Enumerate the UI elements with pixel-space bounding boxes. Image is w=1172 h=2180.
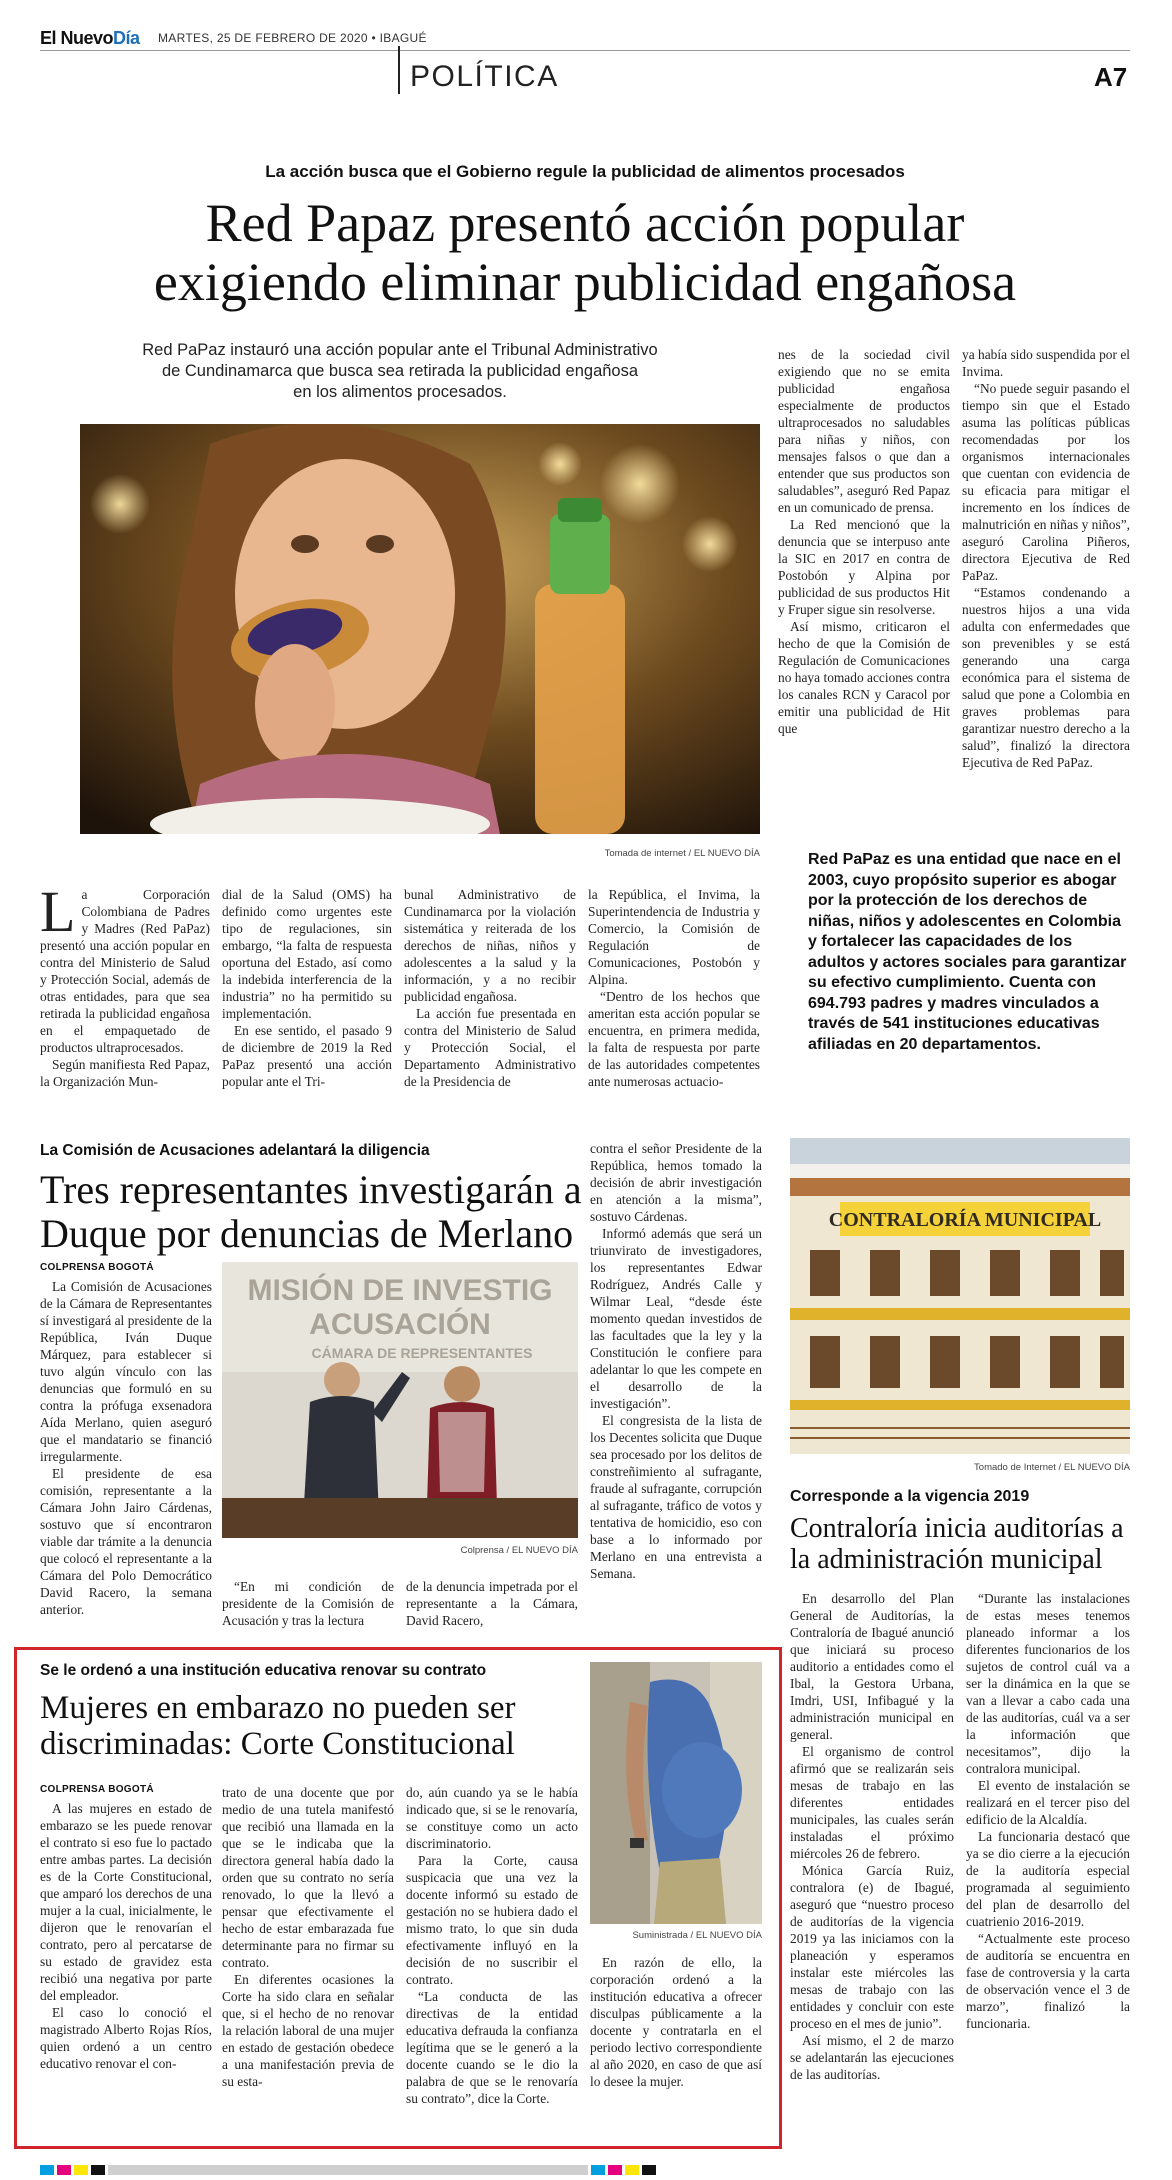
gray-bar — [108, 2165, 588, 2175]
paragraph: Para la Corte, causa suspicacia que una vez la docente informó su estado de gestación no se hubiera dado el mismo trato, lo que sin duda efectivamente influyó en la decisión de no suscribir el contrato. — [406, 1853, 578, 1987]
story3-headline-line2: la administración municipal — [790, 1543, 1103, 1575]
story1-column-4 — [588, 886, 760, 1090]
paragraph: contra el señor Presidente de la República, hemos tomado la decisión de abrir investigación en atención a la misma”, sostuvo Cárdenas. — [590, 1141, 762, 1224]
story1-column-right-a — [778, 346, 950, 737]
story1-column-3 — [404, 886, 576, 1090]
paragraph: “La conducta de las directivas de la entidad educativa defrauda la confianza legítima que se le generó a la docente cuando se le dio la palabra de que se le renovaría su contrato”, dice la Corte. — [406, 1989, 578, 2106]
paragraph: En diferentes ocasiones la Corte ha sido clara en señalar que, si el hecho de no renovar la relación laboral de una mujer en estado de gestación obedece a una manifestación previa de su esta- — [222, 1972, 394, 2089]
girl-eating-illustration — [80, 424, 760, 834]
paragraph: En ese sentido, el pasado 9 de diciembre de 2019 la Red PaPaz presentó una acción popular ante el Tri- — [222, 1023, 392, 1089]
paragraph: la República, el Invima, la Superintendencia de Industria y Comercio, la Comisión de Regulación de Comunicaciones, Postobón y Alpina. — [588, 887, 760, 987]
story2-photo-credit: Colprensa / EL NUEVO DÍA — [460, 1545, 578, 1556]
paragraph: Así mismo, el 2 de marzo se adelantarán las ejecuciones de las auditorías. — [790, 2033, 954, 2082]
cyan-swatch — [591, 2165, 605, 2175]
story1-deck-line2: de Cundinamarca que busca sea retirada la publicidad engañosa — [161, 362, 639, 380]
story4-column-1 — [40, 1800, 212, 2072]
paragraph: La Red mencionó que la denuncia que se interpuso ante la SIC en 2017 en contra de Postobón y Alpina por publicidad de sus productos Hit y Fruper sigue sin resolverse. — [778, 517, 950, 617]
story4-kicker: Se le ordenó a una institución educativa renovar su contrato — [40, 1662, 487, 1679]
photo-sign-line1: MISIÓN DE INVESTIG — [247, 1274, 553, 1307]
paragraph: El evento de instalación se realizará en el tercer piso del edificio de la Alcaldía. — [966, 1778, 1130, 1827]
story1-deck-line1: Red PaPaz instauró una acción popular ante el Tribunal Administrativo — [142, 341, 658, 359]
paragraph: El caso lo conoció el magistrado Alberto Rojas Ríos, quien ordenó a un centro educativo renovar el con- — [40, 2005, 212, 2071]
paragraph: a Corporación Colombiana de Padres y Madres (Red PaPaz) presentó una acción popular en contra del Ministerio de Salud y Protección Social, además de otras entidades, para que sea retirada la publicidad engañosa en el empaquetado de productos ultraprocesados. — [40, 887, 210, 1055]
story1-headline-line2: exigiendo eliminar publicidad engañosa — [153, 252, 1017, 313]
yellow-swatch — [625, 2165, 639, 2175]
story2-headline — [40, 1168, 600, 1256]
story4-column-3 — [406, 1784, 578, 2107]
paragraph: El organismo de control afirmó que se realizarán seis mesas de trabajo en las diferentes entidades municipales, las cuales serán instaladas el próximo miércoles 26 de febrero. — [790, 1744, 954, 1861]
story4-column-2 — [222, 1784, 394, 2090]
story1-deck — [80, 340, 720, 403]
story2-kicker: La Comisión de Acusaciones adelantará la diligencia — [40, 1142, 430, 1159]
paragraph: La acción fue presentada en contra del Ministerio de Salud y Protección Social, el Departamento Administrativo de la Presidencia de — [404, 1006, 576, 1089]
story2-headline-line2: Duque por denuncias de Merlano — [40, 1211, 574, 1256]
magenta-swatch — [57, 2165, 71, 2175]
story4-headline-line2: discriminadas: Corte Constitucional — [40, 1726, 515, 1763]
photo-sign-line2: ACUSACIÓN — [309, 1308, 491, 1341]
story3-photo-credit: Tomado de Internet / EL NUEVO DÍA — [974, 1462, 1130, 1473]
section-divider — [398, 46, 400, 94]
story1-photo — [80, 424, 760, 834]
story3-photo — [790, 1138, 1130, 1454]
paragraph: bunal Administrativo de Cundinamarca por la violación sistemática y reiterada de los derechos de niñas, niños y adolescentes a la salud y la información, y a no recibir publicidad engañosa. — [404, 887, 576, 1004]
cyan-swatch — [40, 2165, 54, 2175]
story2-column-3 — [406, 1578, 578, 1629]
story4-column-4 — [590, 1954, 762, 2090]
pregnant-woman-illustration — [590, 1662, 762, 1924]
paragraph: “No puede seguir pasando el tiempo sin que el Estado asuma las políticas públicas recomendadas por los organismos internacionales que cuentan con evidencia de su eficacia para mitigar el incremento en los índices de malnutrición en niñas y niños”, aseguró Carolina Piñeros, directora Ejecutiva de Red PaPaz. — [962, 381, 1130, 583]
story4-headline-line1: Mujeres en embarazo no pueden ser — [40, 1690, 516, 1726]
story2-byline: COLPRENSA BOGOTÁ — [40, 1262, 154, 1273]
paragraph: ya había sido suspendida por el Invima. — [962, 347, 1130, 379]
story3-headline — [790, 1514, 1135, 1576]
photo-sign-line3: CÁMARA DE REPRESENTANTES — [311, 1345, 533, 1361]
building-photo-illustration — [790, 1138, 1130, 1454]
paragraph: de la denuncia impetrada por el representante a la Cámara, David Racero, — [406, 1579, 578, 1628]
story3-column-1 — [790, 1590, 954, 2083]
paragraph: “Actualmente este proceso de auditoría se encuentra en fase de controversia y la carta de observación vence el 3 de marzo”, finalizó la funcionaria. — [966, 1931, 1130, 2031]
paragraph: A las mujeres en estado de embarazo se les puede renovar el contrato si eso fue lo pactado entre ambas partes. La decisión es de la Corte Constitucional, que amparó los derechos de una mujer a la cual, inicialmente, le dijeron que le renovarían el contrato, pero al percatarse de su estado de gravidez esta recibió una negativa por parte del empleador. — [40, 1801, 212, 2003]
paragraph: En razón de ello, la corporación ordenó a la institución educativa a ofrecer disculpas públicamente a la docente y contratarla en el periodo lectivo correspondiente al año 2020, en caso de que así lo desee la mujer. — [590, 1955, 762, 2089]
story2-headline-line1: Tres representantes investigarán a — [40, 1167, 582, 1212]
story1-headline — [40, 194, 1130, 313]
paragraph: trato de una docente que por medio de una tutela manifestó que recibió una llamada en la que se le indicaba que la directora general había dado la orden que su contrato no sería renovado, lo que la llevó a pensar que efectivamente el hecho de estar embarazada fue determinante para no firmar su contrato. — [222, 1785, 394, 1970]
story4-byline: COLPRENSA BOGOTÁ — [40, 1784, 154, 1795]
black-swatch — [91, 2165, 105, 2175]
issue-date: MARTES, 25 DE FEBRERO DE 2020 • IBAGUÉ — [158, 31, 427, 45]
paragraph: “Durante las instalaciones de estas meses tenemos planeado informar a los diferentes funcionarios de los sujetos de control cuál va a ser la dinámica en la que se van a llevar a cabo cada una de las auditorías, cuál va a ser la información que necesitamos”, dijo la contralora municipal. — [966, 1591, 1130, 1776]
paragraph: Así mismo, criticaron el hecho de que la Comisión de Regulación de Comunicaciones no haya tomado acciones contra los canales RCN y Caracol por emitir una publicidad de Hit que — [778, 619, 950, 736]
paragraph: La funcionaria destacó que ya se dio cierre a la ejecución de la auditoría especial programada al seguimiento del plan de desarrollo del cuatrienio 2016-2019. — [966, 1829, 1130, 1929]
story1-deck-line3: en los alimentos procesados. — [293, 383, 507, 401]
paragraph: “Estamos condenando a nuestros hijos a una vida adulta con enfermedades que son prevenibles y se está generando una carga económica para el sistema de salud que pone a Colombia en graves problemas para garantizar nuestro derecho a la salud”, finalizó la directora Ejecutiva de Red PaPaz. — [962, 585, 1130, 770]
story3-kicker: Corresponde a la vigencia 2019 — [790, 1488, 1030, 1505]
story1-photo-credit: Tomada de internet / EL NUEVO DÍA — [604, 848, 760, 859]
story4-headline — [40, 1690, 600, 1763]
paragraph: El presidente de esa comisión, representante a la Cámara John Jairo Cárdenas, sostuvo que sí encontraron viable dar trámite a la denuncia que colocó el representante a la Cámara del Polo Democrático David Racero, la semana anterior. — [40, 1466, 212, 1617]
black-swatch — [642, 2165, 656, 2175]
yellow-swatch — [74, 2165, 88, 2175]
newspaper-logo: El NuevoDía — [40, 28, 140, 48]
story3-headline-line1: Contraloría inicia auditorías a — [790, 1513, 1124, 1544]
print-color-bar — [40, 2162, 1130, 2172]
building-sign: CONTRALORÍA MUNICIPAL — [828, 1209, 1102, 1231]
page-number: A7 — [1094, 62, 1128, 92]
paragraph: “Dentro de los hechos que ameritan esta acción popular se encuentra, en primera medida, la falta de respuesta por parte de las autoridades competentes ante numerosas actuacio- — [588, 989, 760, 1089]
story1-kicker: La acción busca que el Gobierno regule la publicidad de alimentos procesados — [265, 162, 905, 181]
story1-headline-line1: Red Papaz presentó acción popular — [205, 193, 965, 253]
story1-info-box: Red PaPaz es una entidad que nace en el 2003, cuyo propósito superior es abogar por la protección de los derechos de niñas, niños y adolescentes en Colombia y fortalecer las capacidades de los adultos y actores sociales para garantizar su efectivo cumplimiento. Cuenta con 694.793 padres y madres vinculados a través de 541 instituciones educativas afiliadas en 20 departamentos. — [808, 851, 1127, 1053]
story1-column-right-b — [962, 346, 1130, 771]
commission-photo-illustration — [222, 1262, 578, 1538]
paragraph: Según manifiesta Red Papaz, la Organización Mun- — [40, 1057, 210, 1089]
story2-column-4 — [590, 1140, 762, 1582]
story1-column-2 — [222, 886, 392, 1090]
story4-photo — [590, 1662, 762, 1924]
story3-column-2 — [966, 1590, 1130, 2032]
paragraph: Mónica García Ruiz, contralora (e) de Ibagué, aseguró que “nuestro proceso de auditorías de la vigencia 2019 ya las iniciamos con la planeación y esperamos instalar este miércoles las mesas de trabajo con las entidades y concluir con este proceso en el mes de junio”. — [790, 1863, 954, 2031]
paragraph: Informó además que será un triunvirato de investigadores, los representantes Edwar Rodríguez, Andrés Calle y Wilmar Leal, “desde éste momento quedan investidos de las facultades que la ley y la Constitución le confiere para adelantar lo que les compete en el desarrollo de la investigación”. — [590, 1226, 762, 1411]
paragraph: nes de la sociedad civil exigiendo que no se emita publicidad engañosa especialmente de productos ultraprocesados no saludables para niñas y niños, con mensajes falsos o que dan a entender que sus productos son saludables”, aseguró Red Papaz en un comunicado de prensa. — [778, 347, 950, 515]
paragraph: do, aún cuando ya se le había indicado que, si se le renovaría, se constituye como un acto discriminatorio. — [406, 1785, 578, 1851]
drop-cap: L — [40, 879, 76, 944]
story4-photo-credit: Suministrada / EL NUEVO DÍA — [632, 1930, 762, 1941]
story2-photo — [222, 1262, 578, 1538]
story2-column-1 — [40, 1278, 212, 1618]
story2-column-2 — [222, 1578, 394, 1629]
paragraph: El congresista de la lista de los Decentes solicita que Duque sea procesado por los delitos de constreñimiento al sufragante, fraude al sufragante, corrupción al sufragante, tráfico de votos y tentativa de homicidio, eso con base a lo informado por Merlano en una entrevista a Semana. — [590, 1413, 762, 1581]
paragraph: La Comisión de Acusaciones de la Cámara de Representantes sí investigará al presidente de la República, Iván Duque Márquez, para establecer si tuvo algún vínculo con las denuncias que formuló en su contra la prófuga exsenadora Aída Merlano, quien aseguró que el mandatario se financió irregularmente. — [40, 1279, 212, 1464]
paragraph: “En mi condición de presidente de la Comisión de Acusación y tras la lectura — [222, 1579, 394, 1628]
header-rule — [40, 50, 1130, 51]
paragraph: En desarrollo del Plan General de Auditorías, la Contraloría de Ibagué anunció que iniciará su proceso auditorio a entidades como el Ibal, la Gestora Urbana, Imdri, USI, Infibagué y la administración municipal en general. — [790, 1591, 954, 1742]
section-title: POLÍTICA — [410, 60, 559, 93]
story1-column-1 — [40, 879, 210, 1090]
paragraph: dial de la Salud (OMS) ha definido como urgentes este tipo de regulaciones, sin embargo, “la falta de respuesta oportuna del Estado, así como la indebida interferencia de la industria” no ha permitido su implementación. — [222, 887, 392, 1021]
magenta-swatch — [608, 2165, 622, 2175]
